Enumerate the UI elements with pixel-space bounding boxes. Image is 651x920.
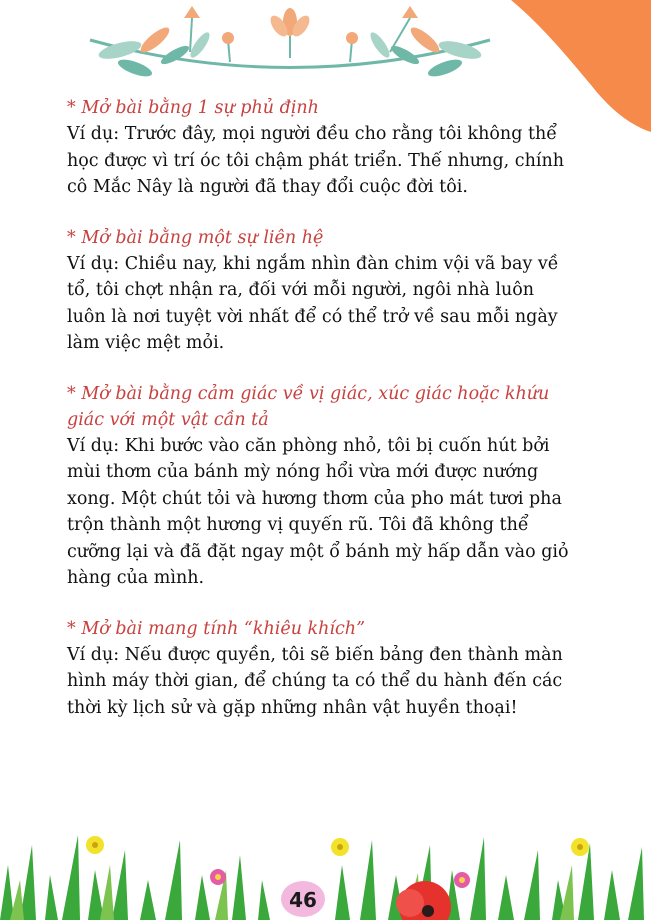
section-line: hàng của mình. xyxy=(67,568,205,588)
section-line: tổ, tôi chợt nhận ra, đối với mỗi người, ngôi nhà luôn xyxy=(67,280,535,300)
floral-garland-decoration xyxy=(80,0,500,85)
section-line: xong. Một chút tỏi và hương thơm của pho mát tươi pha xyxy=(67,488,562,509)
section-phu-dinh xyxy=(67,95,597,201)
section-line: học được vì trí óc tôi chậm phát triển. Thế nhưng, chính xyxy=(67,150,564,171)
article-content xyxy=(67,95,597,745)
section-line: Ví dụ: Khi bước vào căn phòng nhỏ, tôi bị cuốn hút bởi xyxy=(67,435,550,456)
section-line: mùi thơm của bánh mỳ nóng hổi vừa mới được nướng xyxy=(67,462,539,482)
section-lien-he xyxy=(67,225,597,357)
section-line: trộn thành một hương vị quyến rũ. Tôi đã không thể xyxy=(67,515,529,535)
section-khieu-khich xyxy=(67,616,597,722)
section-line: Ví dụ: Chiều nay, khi ngắm nhìn đàn chim vội vã bay về xyxy=(67,253,559,274)
section-cam-giac xyxy=(67,381,597,592)
section-line: luôn là nơi tuyệt vời nhất để có thể trở về sau mỗi ngày xyxy=(67,306,558,327)
section-line: hình máy thời gian, để chúng ta có thể du hành đến các xyxy=(67,671,563,691)
section-line: Ví dụ: Trước đây, mọi người đều cho rằng tôi không thể xyxy=(67,124,558,144)
section-heading: * Mở bài mang tính “khiêu khích” xyxy=(67,618,366,639)
section-heading: * Mở bài bằng cảm giác về vị giác, xúc giác hoặc khứu xyxy=(67,383,550,404)
section-line: Ví dụ: Nếu được quyền, tôi sẽ biến bảng đen thành màn xyxy=(67,644,563,665)
page-number: 46 xyxy=(289,888,317,912)
section-line: làm việc mệt mỏi. xyxy=(67,333,225,353)
section-heading: * Mở bài bằng 1 sự phủ định xyxy=(67,98,319,118)
section-heading: * Mở bài bằng một sự liên hệ xyxy=(67,227,324,248)
section-line: cô Mắc Nây là người đã thay đổi cuộc đời tôi. xyxy=(67,177,468,197)
section-line: cưỡng lại và đã đặt ngay một ổ bánh mỳ hấp dẫn vào giỏ xyxy=(67,541,569,562)
section-line: thời kỳ lịch sử và gặp những nhân vật huyền thoại! xyxy=(67,697,518,718)
section-heading: giác với một vật cần tả xyxy=(67,409,269,430)
